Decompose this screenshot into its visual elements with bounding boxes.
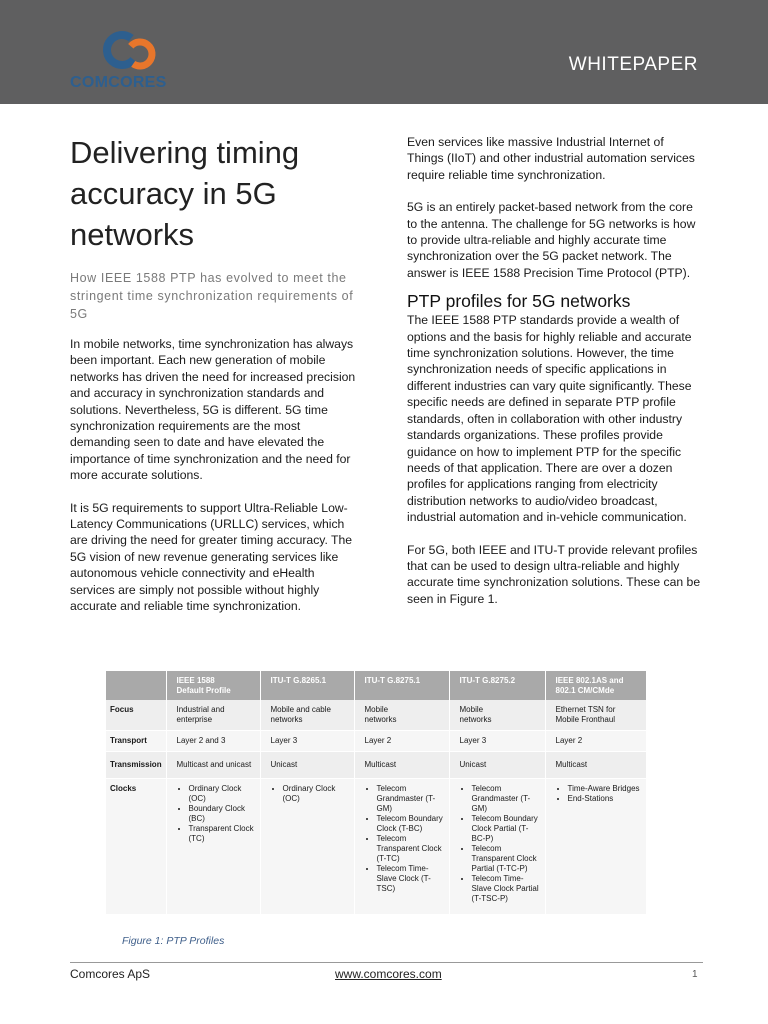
comcores-logo (70, 30, 190, 96)
clock-list-item: • End-Stations (568, 794, 642, 804)
ptp-profiles-table-figure (106, 671, 646, 915)
table-cell: Unicast (449, 752, 545, 779)
document-title: Delivering timing accuracy in 5G networks (70, 135, 300, 252)
clock-list-item: • Telecom Time-Slave Clock Partial (T-TSC-P) (472, 874, 541, 904)
table-cell: Transmission (106, 752, 166, 779)
clock-list-item: • Time-Aware Bridges (568, 784, 642, 794)
clock-list-item: • Telecom Transparent Clock Partial (T-TC-P) (472, 844, 541, 874)
table-cell: Multicast (545, 752, 646, 779)
table-row-clocks (106, 779, 646, 915)
right-paragraph-2: 5G is an entirely packet-based network from the core to the antenna. The challenge for 5G networks is how to provide ultra-reliable and highly accurate time synchronization over the 5G packet network. The answer is IEEE 1588 Precision Time Protocol (PTP). (407, 200, 696, 280)
document-subtitle: How IEEE 1588 PTP has evolved to meet the stringent time synchronization requirements of 5G (70, 271, 354, 321)
table-header-cell: ITU-T G.8275.1 (354, 671, 449, 700)
footer-website-link[interactable]: www.comcores.com (335, 967, 442, 981)
table-cell: Mobile networks (449, 700, 545, 731)
logo-text: COMCORES (70, 74, 167, 91)
clock-list (460, 784, 541, 904)
clock-list-item: • Telecom Grandmaster (T-GM) (472, 784, 541, 814)
table-header-cell: ITU-T G.8275.2 (449, 671, 545, 700)
table-cell: Layer 3 (449, 731, 545, 752)
clock-list (365, 784, 445, 894)
figure-caption: Figure 1: PTP Profiles (122, 935, 225, 947)
section-heading: PTP profiles for 5G networks (407, 291, 631, 312)
table-header-cell: IEEE 802.1AS and 802.1 CM/CMde (545, 671, 646, 700)
table-cell: Focus (106, 700, 166, 731)
intro-paragraph-2: It is 5G requirements to support Ultra-Reliable Low-Latency Communications (URLLC) services, which are driving the need for greater timing accuracy. The 5G vision of new revenue generating services like autonomous vehicle connectivity and eHealth services are simply not possible without highly accurate and reliable time synchronization. (70, 500, 353, 614)
table-cell: Layer 3 (260, 731, 354, 752)
table-cell: Multicast (354, 752, 449, 779)
footer-company: Comcores ApS (70, 967, 151, 981)
table-cell (449, 779, 545, 915)
table-row-transport (106, 731, 646, 752)
table-header-row (106, 671, 646, 700)
table-cell (166, 779, 260, 915)
table-cell: Industrial and enterprise (166, 700, 260, 731)
clock-list-item: • Telecom Boundary Clock (T-BC) (377, 814, 445, 834)
table-header-cell: ITU-T G.8265.1 (260, 671, 354, 700)
clock-list-item: • Boundary Clock (BC) (189, 804, 256, 824)
clock-list-item: • Ordinary Clock (OC) (189, 784, 256, 804)
right-column (407, 134, 702, 607)
table-cell: Unicast (260, 752, 354, 779)
logo-mark-icon (70, 30, 190, 74)
ptp-profiles-table (106, 671, 647, 915)
right-paragraph-3: The IEEE 1588 PTP standards provide a wealth of options and the basis for highly reliable and accurate time synchronization solutions. However, the time synchronization needs of specific applications in different industries can vary quite significantly. These specific needs are defined in separate PTP profile standards, often in collaboration with other industry standards organizations. These profiles provide guidance on how to implement PTP for the specific needs of that application. There are over a dozen profiles for applications ranging from electricity distribution networks to audio/video broadcast, industrial automation and in-vehicle communication. (407, 313, 692, 525)
table-header-cell: IEEE 1588 Default Profile (166, 671, 260, 700)
table-cell: Mobile and cable networks (260, 700, 354, 731)
clock-list-item: • Telecom Grandmaster (T-GM) (377, 784, 445, 814)
table-cell: Ethernet TSN for Mobile Fronthaul (545, 700, 646, 731)
table-header-cell (106, 671, 166, 700)
table-cell (545, 779, 646, 915)
table-cell: Mobile networks (354, 700, 449, 731)
clock-list-item: • Telecom Time-Slave Clock (T-TSC) (377, 864, 445, 894)
clock-list-item: • Telecom Transparent Clock (T-TC) (377, 834, 445, 864)
table-cell: Layer 2 and 3 (166, 731, 260, 752)
table-cell (260, 779, 354, 915)
page-header (0, 0, 768, 104)
right-paragraph-4: For 5G, both IEEE and ITU-T provide relevant profiles that can be used to design ultra-reliable and highly accurate time synchronization solutions. These can be seen in Figure 1. (407, 542, 701, 606)
clock-list (556, 784, 642, 804)
table-cell: Multicast and unicast (166, 752, 260, 779)
table-row-focus (106, 700, 646, 731)
table-cell: Layer 2 (354, 731, 449, 752)
clock-list (271, 784, 350, 804)
clock-list-item: • Ordinary Clock (OC) (283, 784, 350, 804)
table-cell (354, 779, 449, 915)
clock-list-item: • Telecom Boundary Clock Partial (T-BC-P) (472, 814, 541, 844)
table-row-transmission (106, 752, 646, 779)
clock-list (177, 784, 256, 844)
table-cell: Transport (106, 731, 166, 752)
left-column (70, 132, 362, 615)
table-cell: Clocks (106, 779, 166, 915)
page-number: 1 (692, 969, 698, 980)
right-paragraph-1: Even services like massive Industrial Internet of Things (IIoT) and other industrial automation services require reliable time synchronization. (407, 135, 695, 182)
clock-list-item: • Transparent Clock (TC) (189, 824, 256, 844)
intro-paragraph-1: In mobile networks, time synchronization has always been important. Each new generation of mobile networks has driven the need for increased precision and accuracy in synchronization standards and solutions. Nevertheless, 5G is different. 5G time synchronization requirements are the most demanding seen to date and have elevated the importance of time synchronization and the need for more accurate solutions. (70, 337, 356, 483)
table-cell: Layer 2 (545, 731, 646, 752)
whitepaper-label: WHITEPAPER (568, 54, 698, 75)
footer-divider (70, 962, 703, 963)
